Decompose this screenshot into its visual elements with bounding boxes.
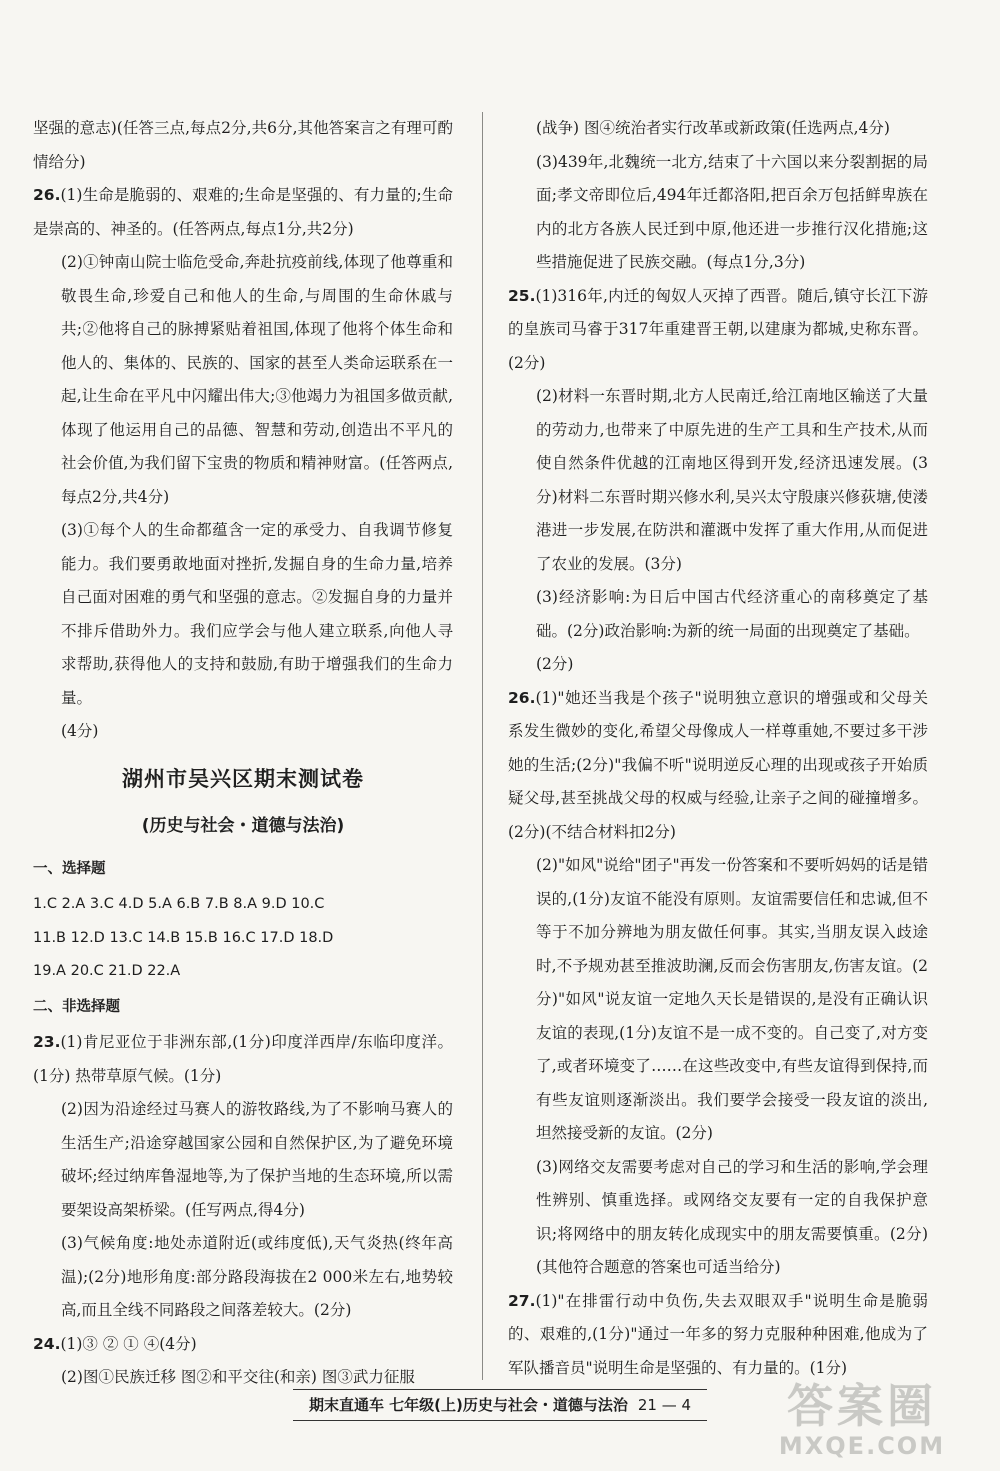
left-column <box>33 112 453 1395</box>
question-25-score: (2分) <box>536 655 574 673</box>
question-25-part-3: (3)经济影响:为日后中国古代经济重心的南移奠定了基础。(2分)政治影响:为新的统一局面的出现奠定了基础。 <box>536 588 928 640</box>
answer-text: (1)③ ② ① ④(4分) <box>60 1334 197 1353</box>
answer-text: (1)生命是脆弱的、艰难的;生命是坚强的、有力量的;生命是崇高的、神圣的。(任答两点,每点1分,共2分) <box>33 186 453 238</box>
section-heading-choice: 一、选择题 <box>33 860 106 877</box>
answer-paragraph: 坚强的意志)(任答三点,每点2分,共6分,其他答案言之有理可酌情给分) <box>33 119 453 171</box>
question-25-part-1 <box>508 280 928 381</box>
exam-title: 湖州市吴兴区期末测试卷 <box>122 766 364 791</box>
question-25-part-2: (2)材料一东晋时期,北方人民南迁,给江南地区输送了大量的劳动力,也带来了中原先进的生产工具和生产技术,从而使自然条件优越的江南地区得到开发,经济迅速发展。(3分)材料二东晋时期兴修水利,吴兴太守殷康兴修荻塘,使溇港进一步发展,在防洪和灌溉中发挥了重大作用,从而促进了农业的发展。(3分) <box>536 387 928 573</box>
question-26-part-3: (3)①每个人的生命都蕴含一定的承受力、自我调节修复能力。我们要勇敢地面对挫折,发掘自身的生命力量,培养自己面对困难的勇气和坚强的意志。②发掘自身的力量并不排斥借助外力。我们应学会与他人建立联系,向他人寻求帮助,获得他人的支持和鼓励,有助于增强我们的生命力量。 <box>61 521 453 707</box>
column-divider <box>482 112 483 1380</box>
question-26-part-2: (2)①钟南山院士临危受命,奔赴抗疫前线,体现了他尊重和敬畏生命,珍爱自己和他人的生命,与周围的生命休戚与共;②他将自己的脉搏紧贴着祖国,体现了他将个体生命和他人的、集体的、民族的、国家的甚至人类命运联系在一起,让生命在平凡中闪耀出伟大;③他竭力为祖国多做贡献,体现了他运用自己的品德、智慧和劳动,创造出不平凡的社会价值,为我们留下宝贵的物质和精神财富。(任答两点,每点2分,共4分) <box>61 253 453 506</box>
question-24-part-2: (2)图①民族迁移 图②和平交往(和亲) 图③武力征服 <box>61 1368 415 1386</box>
answer-text: (1)肯尼亚位于非洲东部,(1分)印度洋西岸/东临印度洋。(1分) 热带草原气候。(1分) <box>33 1033 453 1085</box>
question-26-part-1 <box>508 682 928 850</box>
question-26-part-2: (2)"如风"说给"团子"再发一份答案和不要听妈妈的话是错误的,(1分)友谊不能没有原则。友谊需要信任和忠诚,但不等于不加分辨地为朋友做任何事。其实,当朋友误入歧途时,不予规劝甚至推波助澜,反而会伤害朋友,伤害友谊。(2分)"如风"说友谊一定地久天长是错误的,是没有正确认识友谊的表现,(1分)友谊不是一成不变的。自己变了,对方变了,或者环境变了……在这些改变中,有些友谊得到保持,而有些友谊则逐渐淡出。我们要学会接受一段友谊的淡出,坦然接受新的友谊。(2分) <box>536 856 928 1142</box>
section-heading-non-choice: 二、非选择题 <box>33 998 120 1015</box>
question-26-part-3: (3)网络交友需要考虑对自己的学习和生活的影响,学会理性辨别、慎重选择。或网络交友要有一定的自我保护意识;将网络中的朋友转化成现实中的朋友需要慎重。(2分)(其他符合题意的答案也可适当给分) <box>536 1157 928 1276</box>
question-26-part-1 <box>33 179 453 246</box>
question-24-continued: (战争) 图④统治者实行改革或新政策(任选两点,4分) <box>536 119 890 137</box>
exam-subtitle: (历史与社会・道德与法治) <box>141 815 345 836</box>
watermark-logo <box>762 1380 962 1470</box>
question-27-part-1 <box>508 1285 928 1386</box>
question-23-part-3: (3)气候角度:地处赤道附近(或纬度低),天气炎热(终年高温);(2分)地形角度:部分路段海拔在2 000米左右,地势较高,而且全线不同路段之间落差较大。(2分) <box>61 1234 453 1319</box>
watermark-line-2: MXQE.COM <box>778 1432 946 1460</box>
question-number: 24. <box>33 1334 61 1353</box>
question-26-score: (4分) <box>61 722 99 740</box>
footer-bar <box>293 1389 707 1421</box>
answer-text: (1)"她还当我是个孩子"说明独立意识的增强或和父母关系发生微妙的变化,希望父母像成人一样尊重她,不要过多干涉她的生活;(2分)"我偏不听"说明逆反心理的出现或孩子开始质疑父母,甚至挑战父母的权威与经验,让亲子之间的碰撞增多。(2分)(不结合材料扣2分) <box>508 688 928 841</box>
page-number: 21 — 4 <box>637 1396 692 1414</box>
choice-answers-row-1: 1.C 2.A 3.C 4.D 5.A 6.B 7.B 8.A 9.D 10.C <box>33 896 325 912</box>
answer-text: (1)"在排雷行动中负伤,失去双眼双手"说明生命是脆弱的、艰难的,(1分)"通过一年多的努力克服种种困难,他成为了军队播音员"说明生命是坚强的、有力量的。(1分) <box>508 1291 928 1377</box>
choice-answers-row-3: 19.A 20.C 21.D 22.A <box>33 963 181 979</box>
question-24-part-1 <box>33 1328 453 1362</box>
watermark-line-1: 答案圈 <box>787 1379 937 1433</box>
question-number: 25. <box>508 286 536 305</box>
question-number: 27. <box>508 1291 536 1310</box>
footer-title: 期末直通车 七年级(上)历史与社会・道德与法治 <box>308 1396 628 1414</box>
question-23-part-2: (2)因为沿途经过马赛人的游牧路线,为了不影响马赛人的生活生产;沿途穿越国家公园和自然保护区,为了避免环境破坏;经过纳库鲁湿地等,为了保护当地的生态环境,所以需要架设高架桥梁。(任写两点,得4分) <box>61 1100 453 1219</box>
answer-text: (1)316年,内迁的匈奴人灭掉了西晋。随后,镇守长江下游的皇族司马睿于317年重建晋王朝,以建康为都城,史称东晋。(2分) <box>508 286 928 372</box>
question-number: 26. <box>33 186 61 204</box>
right-column <box>508 112 928 1385</box>
question-number: 23. <box>33 1033 61 1051</box>
question-23-part-1 <box>33 1026 453 1093</box>
question-number: 26. <box>508 688 536 707</box>
choice-answers-row-2: 11.B 12.D 13.C 14.B 15.B 16.C 17.D 18.D <box>33 929 334 946</box>
question-24-part-3: (3)439年,北魏统一北方,结束了十六国以来分裂割据的局面;孝文帝即位后,494年迁都洛阳,把百余万包括鲜卑族在内的北方各族人民迁到中原,他还进一步推行汉化措施;这些措施促进了民族交融。(每点1分,3分) <box>536 152 928 271</box>
